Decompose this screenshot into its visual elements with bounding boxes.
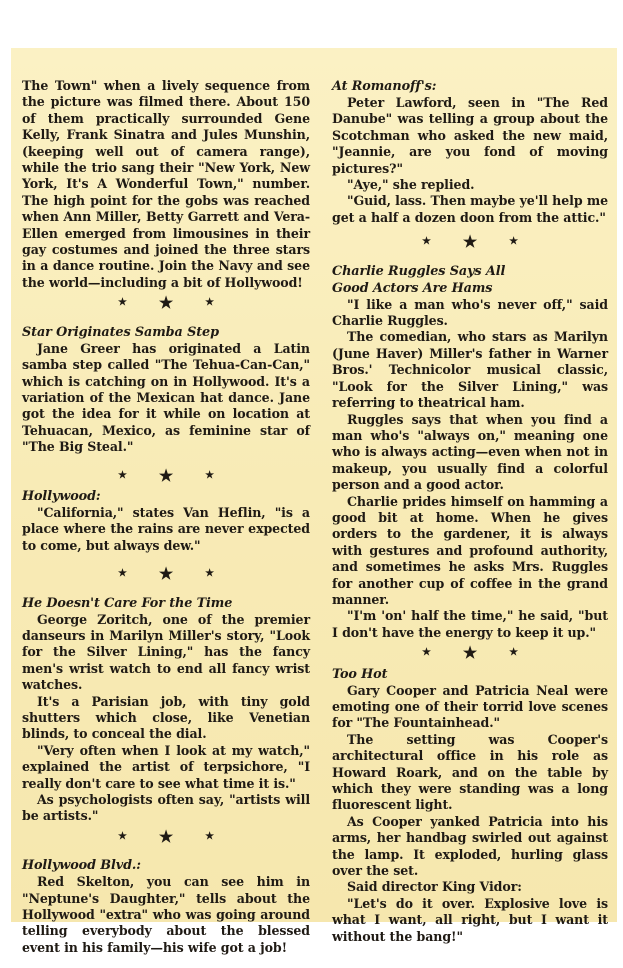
star-icon: ★: [205, 297, 214, 309]
star-divider: [22, 566, 310, 582]
star-divider: [22, 295, 310, 311]
ruggles-paragraph: "I like a man who's never off," said Charlie Ruggles.: [332, 296, 608, 329]
time-paragraph: "Very often when I look at my watch," explained the artist of terpsichore, "I really don't care to see what time it is.": [22, 742, 310, 791]
star-divider: [22, 826, 310, 846]
time-paragraph: George Zoritch, one of the premier danseurs in Marilyn Miller's story, "Look for the Silver Lining," has the fancy men's wrist watch to end all fancy wrist watches.: [22, 611, 310, 693]
left-column: [22, 78, 310, 956]
star-icon: ★: [422, 236, 431, 248]
samba-body: Jane Greer has originated a Latin samba step called "The Tehua-Can-Can," which is catching on in Hollywood. It's a variation of the Mexican hat dance. Jane got the idea for it while on location at Tehuacan, Mexico, as feminine star of "The Big Steal.": [22, 340, 310, 455]
ruggles-paragraph: Ruggles says that when you find a man who's "always on," meaning one who is always acting—even when not in makeup, you usually find a colorful person and a good actor.: [332, 411, 608, 493]
star-icon: ★: [158, 826, 174, 846]
star-icon: ★: [158, 293, 174, 313]
star-icon: ★: [509, 647, 518, 659]
hot-paragraph: "Let's do it over. Explosive love is what I want, all right, but I want it without the bang!": [332, 895, 608, 944]
time-paragraph: It's a Parisian job, with tiny gold shutters which close, like Venetian blinds, to conceal the dial.: [22, 693, 310, 742]
hot-paragraph: Gary Cooper and Patricia Neal were emoting one of their torrid love scenes for "The Fountainhead.": [332, 682, 608, 731]
ruggles-heading: Good Actors Are Hams: [332, 280, 493, 296]
star-icon: ★: [158, 564, 174, 584]
ruggles-paragraph: "I'm 'on' half the time," he said, "but I don't have the energy to keep it up.": [332, 608, 608, 640]
star-icon: ★: [205, 568, 214, 580]
hot-paragraph: As Cooper yanked Patricia into his arms, her handbag swirled out against the lamp. It exploded, hurling glass over the set.: [332, 813, 608, 879]
samba-heading: Star Originates Samba Step: [22, 324, 219, 340]
blvd-heading: Hollywood Blvd.:: [22, 858, 141, 874]
time-heading: He Doesn't Care For the Time: [22, 595, 233, 611]
magazine-page: [11, 48, 617, 955]
ruggles-paragraph: The comedian, who stars as Marilyn (June Haver) Miller's father in Warner Bros.' Technicolor musical classic, "Look for the Silver Lining," was referring to theatrical ham.: [332, 329, 608, 411]
star-icon: ★: [509, 236, 518, 248]
star-icon: ★: [205, 830, 214, 842]
right-column: [332, 78, 608, 945]
ruggles-heading: Charlie Ruggles Says All: [332, 263, 506, 279]
star-icon: ★: [462, 643, 478, 663]
ruggles-paragraph: Charlie prides himself on hamming a good bit at home. When he gives orders to the gardener, it is always with gestures and profound authority, and sometimes he asks Mrs. Ruggles for another cup of coffee in the grand manner.: [332, 493, 608, 607]
romanoff-paragraph: "Guid, lass. Then maybe ye'll help me get a half a dozen doon from the attic.": [332, 193, 608, 225]
intro-paragraph: The Town" when a lively sequence from the picture was filmed there. About 150 of them practically surrounded Gene Kelly, Frank Sinatra and Jules Munshin, (keeping well out of camera range), while the trio sang their "New York, New York, It's A Wonderful Town," number. The high point for the gobs was reached when Ann Miller, Betty Garrett and Vera-Ellen emerged from limousines in their gay costumes and joined the three stars in a dance routine. Join the Navy and see the world—including a bit of Hollywood!: [22, 78, 310, 290]
star-divider: [332, 234, 608, 250]
star-icon: ★: [158, 465, 174, 485]
star-icon: ★: [462, 232, 478, 252]
star-icon: ★: [118, 830, 127, 842]
blvd-body: Red Skelton, you can see him in "Neptune's Daughter," tells about the Hollywood "extra" who was going around telling everybody about the blessed event in his family—his wife got a job!: [22, 874, 310, 955]
hollywood-body: "California," states Van Heflin, "is a place where the rains are never expected to come, but always dew.": [22, 504, 310, 553]
star-icon: ★: [118, 469, 127, 481]
hot-paragraph: Said director King Vidor:: [347, 879, 522, 895]
hollywood-heading: Hollywood:: [22, 488, 101, 504]
time-paragraph: As psychologists often say, "artists will be artists.": [22, 792, 310, 824]
hot-paragraph: The setting was Cooper's architectural office in his role as Howard Roark, and on the table by which they were standing was a long fluorescent light.: [332, 731, 608, 813]
star-icon: ★: [422, 647, 431, 659]
star-icon: ★: [118, 568, 127, 580]
romanoff-paragraph: "Aye," she replied.: [347, 177, 475, 193]
star-divider: [332, 645, 608, 661]
star-icon: ★: [205, 469, 214, 481]
romanoff-heading: At Romanoff's:: [332, 79, 437, 94]
hot-heading: Too Hot: [332, 666, 388, 682]
star-icon: ★: [118, 297, 127, 309]
star-divider: [22, 465, 310, 485]
romanoff-paragraph: Peter Lawford, seen in "The Red Danube" was telling a group about the Scotchman who asked the new maid, "Jeannie, are you fond of moving pictures?": [332, 95, 608, 176]
